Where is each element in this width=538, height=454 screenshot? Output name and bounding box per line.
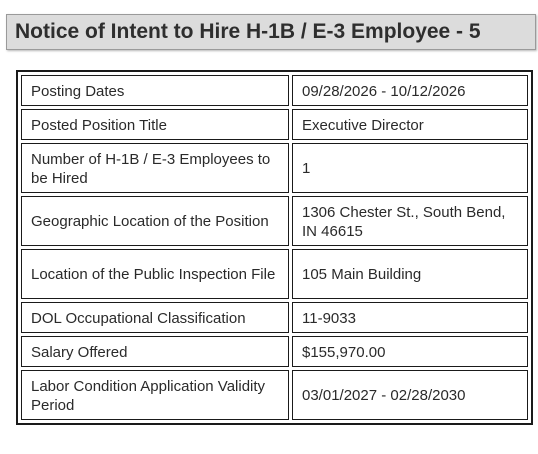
table-row-employee-count xyxy=(21,143,528,193)
table-row-occupational-classification xyxy=(21,302,528,333)
table-row-lca-validity xyxy=(21,370,528,420)
notice-title: Notice of Intent to Hire H-1B / E-3 Employee - 5 xyxy=(15,20,481,43)
row-value: 1 xyxy=(292,143,528,193)
table-row-salary xyxy=(21,336,528,367)
table-row-position-title xyxy=(21,109,528,140)
row-value: Executive Director xyxy=(292,109,528,140)
row-label: Posted Position Title xyxy=(21,109,289,140)
row-label: Posting Dates xyxy=(21,75,289,106)
row-label: DOL Occupational Classification xyxy=(21,302,289,333)
table-row-posting-dates xyxy=(21,75,528,106)
row-label: Salary Offered xyxy=(21,336,289,367)
notice-details-table xyxy=(16,70,533,425)
details-table xyxy=(18,72,531,423)
row-value: 03/01/2027 - 02/28/2030 xyxy=(292,370,528,420)
row-label: Number of H-1B / E-3 Employees to be Hired xyxy=(21,143,289,193)
row-label: Geographic Location of the Position xyxy=(21,196,289,246)
row-value: $155,970.00 xyxy=(292,336,528,367)
row-label: Labor Condition Application Validity Period xyxy=(21,370,289,420)
table-row-inspection-file xyxy=(21,249,528,299)
row-value: 11-9033 xyxy=(292,302,528,333)
table-row-geographic-location xyxy=(21,196,528,246)
row-label: Location of the Public Inspection File xyxy=(21,249,289,299)
row-value: 09/28/2026 - 10/12/2026 xyxy=(292,75,528,106)
notice-title-bar xyxy=(6,14,536,50)
row-value: 1306 Chester St., South Bend, IN 46615 xyxy=(292,196,528,246)
row-value: 105 Main Building xyxy=(292,249,528,299)
